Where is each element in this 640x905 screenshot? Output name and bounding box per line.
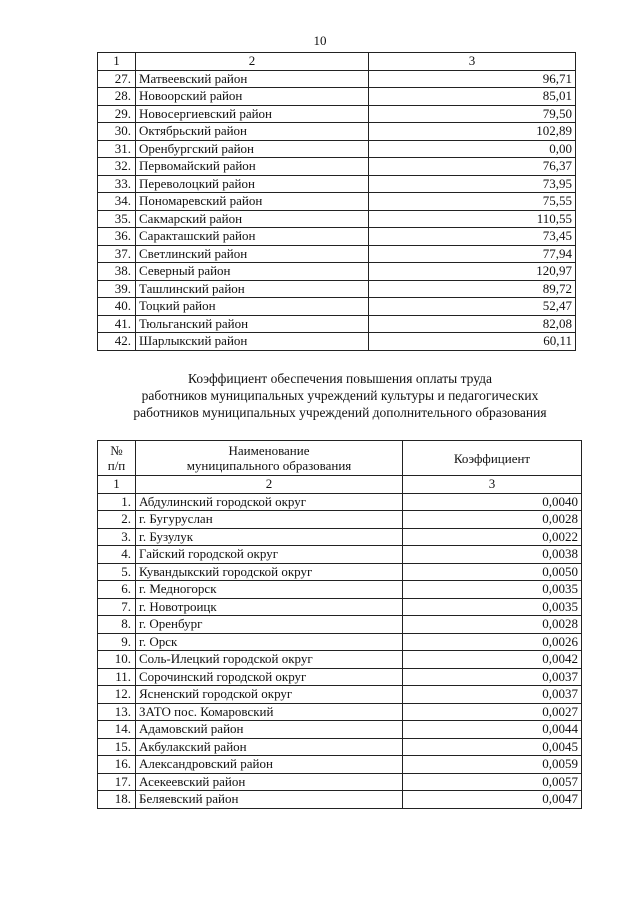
- table-row: [98, 228, 576, 246]
- column-number-header: 1: [98, 53, 136, 71]
- row-value: 0,0037: [403, 668, 582, 686]
- row-number: 16.: [98, 756, 136, 774]
- table-row: [98, 791, 582, 809]
- column-value-header: 3: [403, 476, 582, 494]
- row-name: Акбулакский район: [136, 738, 403, 756]
- table-row: [98, 280, 576, 298]
- row-value: 0,0044: [403, 721, 582, 739]
- row-value: 0,00: [369, 140, 576, 158]
- row-name: Асекеевский район: [136, 773, 403, 791]
- row-number: 42.: [98, 333, 136, 351]
- row-name: г. Орск: [136, 633, 403, 651]
- row-value: 110,55: [369, 210, 576, 228]
- row-number: 5.: [98, 563, 136, 581]
- row-value: 85,01: [369, 88, 576, 106]
- row-number: 14.: [98, 721, 136, 739]
- column-name-title: [136, 441, 403, 476]
- table-row: [98, 158, 576, 176]
- row-number: 11.: [98, 668, 136, 686]
- table-row: [98, 298, 576, 316]
- row-name: Гайский городской округ: [136, 546, 403, 564]
- column-coefficient-title: Коэффициент: [403, 441, 582, 476]
- row-value: 0,0027: [403, 703, 582, 721]
- row-number: 1.: [98, 493, 136, 511]
- row-number: 27.: [98, 70, 136, 88]
- table-row: [98, 668, 582, 686]
- row-name: г. Медногорск: [136, 581, 403, 599]
- row-value: 0,0045: [403, 738, 582, 756]
- row-number: 18.: [98, 791, 136, 809]
- row-name: Переволоцкий район: [136, 175, 369, 193]
- table-row: [98, 315, 576, 333]
- row-name: Александровский район: [136, 756, 403, 774]
- row-number: 12.: [98, 686, 136, 704]
- row-number: 15.: [98, 738, 136, 756]
- row-value: 77,94: [369, 245, 576, 263]
- section-heading-line: работников муниципальных учреждений дополнительного образования: [133, 405, 547, 420]
- page-number: 10: [313, 33, 327, 48]
- row-value: 0,0035: [403, 581, 582, 599]
- table-row: [98, 333, 576, 351]
- table-row: [98, 703, 582, 721]
- row-value: 0,0042: [403, 651, 582, 669]
- table-row: [98, 598, 582, 616]
- column-number-title-line: №: [110, 443, 123, 458]
- row-value: 0,0035: [403, 598, 582, 616]
- row-value: 0,0028: [403, 511, 582, 529]
- table-row: [98, 175, 576, 193]
- column-number-title: [98, 441, 136, 476]
- row-number: 28.: [98, 88, 136, 106]
- table-row: [98, 528, 582, 546]
- row-name: Матвеевский район: [136, 70, 369, 88]
- table-row: [98, 773, 582, 791]
- section-heading-line: работников муниципальных учреждений культуры и педагогических: [141, 388, 539, 403]
- row-name: Сорочинский городской округ: [136, 668, 403, 686]
- row-number: 29.: [98, 105, 136, 123]
- table-column-titles: [98, 441, 582, 476]
- row-number: 10.: [98, 651, 136, 669]
- row-name: Абдулинский городской округ: [136, 493, 403, 511]
- row-number: 9.: [98, 633, 136, 651]
- row-name: Оренбургский район: [136, 140, 369, 158]
- row-number: 37.: [98, 245, 136, 263]
- row-name: Шарлыкский район: [136, 333, 369, 351]
- column-name-title-line: муниципального образования: [186, 458, 352, 473]
- row-value: 73,45: [369, 228, 576, 246]
- table-row: [98, 70, 576, 88]
- row-value: 96,71: [369, 70, 576, 88]
- row-name: Ташлинский район: [136, 280, 369, 298]
- table-row: [98, 105, 576, 123]
- row-number: 36.: [98, 228, 136, 246]
- table-row: [98, 616, 582, 634]
- table-row: [98, 493, 582, 511]
- row-value: 76,37: [369, 158, 576, 176]
- row-name: Пономаревский район: [136, 193, 369, 211]
- column-number-header: 1: [98, 476, 136, 494]
- row-name: Светлинский район: [136, 245, 369, 263]
- table-row: [98, 756, 582, 774]
- row-number: 17.: [98, 773, 136, 791]
- row-name: ЗАТО пос. Комаровский: [136, 703, 403, 721]
- table-header-row: [98, 53, 576, 71]
- column-name-header: 2: [136, 476, 403, 494]
- table-row: [98, 633, 582, 651]
- table-district-values: [97, 52, 576, 351]
- row-name: Тюльганский район: [136, 315, 369, 333]
- column-name-title-line: Наименование: [228, 443, 310, 458]
- table-row: [98, 123, 576, 141]
- column-number-title-line: п/п: [107, 458, 126, 473]
- row-value: 102,89: [369, 123, 576, 141]
- row-value: 73,95: [369, 175, 576, 193]
- row-value: 0,0037: [403, 686, 582, 704]
- table-row: [98, 511, 582, 529]
- row-number: 8.: [98, 616, 136, 634]
- row-number: 4.: [98, 546, 136, 564]
- row-value: 79,50: [369, 105, 576, 123]
- section-heading: [90, 370, 590, 421]
- row-name: Саракташский район: [136, 228, 369, 246]
- row-name: г. Бузулук: [136, 528, 403, 546]
- row-number: 40.: [98, 298, 136, 316]
- row-number: 34.: [98, 193, 136, 211]
- row-name: Ясненский городской округ: [136, 686, 403, 704]
- table-row: [98, 210, 576, 228]
- table-row: [98, 738, 582, 756]
- row-number: 13.: [98, 703, 136, 721]
- row-value: 120,97: [369, 263, 576, 281]
- row-number: 2.: [98, 511, 136, 529]
- row-name: Тоцкий район: [136, 298, 369, 316]
- row-name: Северный район: [136, 263, 369, 281]
- table-row: [98, 651, 582, 669]
- row-name: Кувандыкский городской округ: [136, 563, 403, 581]
- row-name: г. Бугуруслан: [136, 511, 403, 529]
- row-number: 35.: [98, 210, 136, 228]
- table-row: [98, 245, 576, 263]
- row-value: 0,0040: [403, 493, 582, 511]
- table-row: [98, 193, 576, 211]
- row-name: Адамовский район: [136, 721, 403, 739]
- row-value: 75,55: [369, 193, 576, 211]
- table-row: [98, 546, 582, 564]
- table-row: [98, 581, 582, 599]
- row-value: 89,72: [369, 280, 576, 298]
- row-number: 30.: [98, 123, 136, 141]
- row-number: 6.: [98, 581, 136, 599]
- table-header-row: [98, 476, 582, 494]
- row-value: 0,0057: [403, 773, 582, 791]
- table-row: [98, 263, 576, 281]
- row-number: 31.: [98, 140, 136, 158]
- row-number: 3.: [98, 528, 136, 546]
- table-row: [98, 140, 576, 158]
- row-value: 0,0059: [403, 756, 582, 774]
- row-number: 39.: [98, 280, 136, 298]
- row-name: г. Новотроицк: [136, 598, 403, 616]
- row-value: 52,47: [369, 298, 576, 316]
- row-number: 33.: [98, 175, 136, 193]
- row-name: Новосергиевский район: [136, 105, 369, 123]
- row-value: 0,0038: [403, 546, 582, 564]
- table-coefficients: [97, 440, 582, 809]
- table-row: [98, 686, 582, 704]
- row-name: Сакмарский район: [136, 210, 369, 228]
- table-row: [98, 88, 576, 106]
- row-value: 82,08: [369, 315, 576, 333]
- row-number: 38.: [98, 263, 136, 281]
- row-number: 7.: [98, 598, 136, 616]
- row-name: Первомайский район: [136, 158, 369, 176]
- row-name: Беляевский район: [136, 791, 403, 809]
- row-value: 0,0047: [403, 791, 582, 809]
- row-value: 0,0022: [403, 528, 582, 546]
- row-value: 60,11: [369, 333, 576, 351]
- row-name: Соль-Илецкий городской округ: [136, 651, 403, 669]
- table-row: [98, 721, 582, 739]
- row-name: г. Оренбург: [136, 616, 403, 634]
- row-name: Новоорский район: [136, 88, 369, 106]
- row-value: 0,0026: [403, 633, 582, 651]
- row-value: 0,0050: [403, 563, 582, 581]
- row-name: Октябрьский район: [136, 123, 369, 141]
- table-row: [98, 563, 582, 581]
- row-value: 0,0028: [403, 616, 582, 634]
- section-heading-line: Коэффициент обеспечения повышения оплаты труда: [188, 371, 492, 386]
- column-value-header: 3: [369, 53, 576, 71]
- row-number: 41.: [98, 315, 136, 333]
- row-number: 32.: [98, 158, 136, 176]
- column-name-header: 2: [136, 53, 369, 71]
